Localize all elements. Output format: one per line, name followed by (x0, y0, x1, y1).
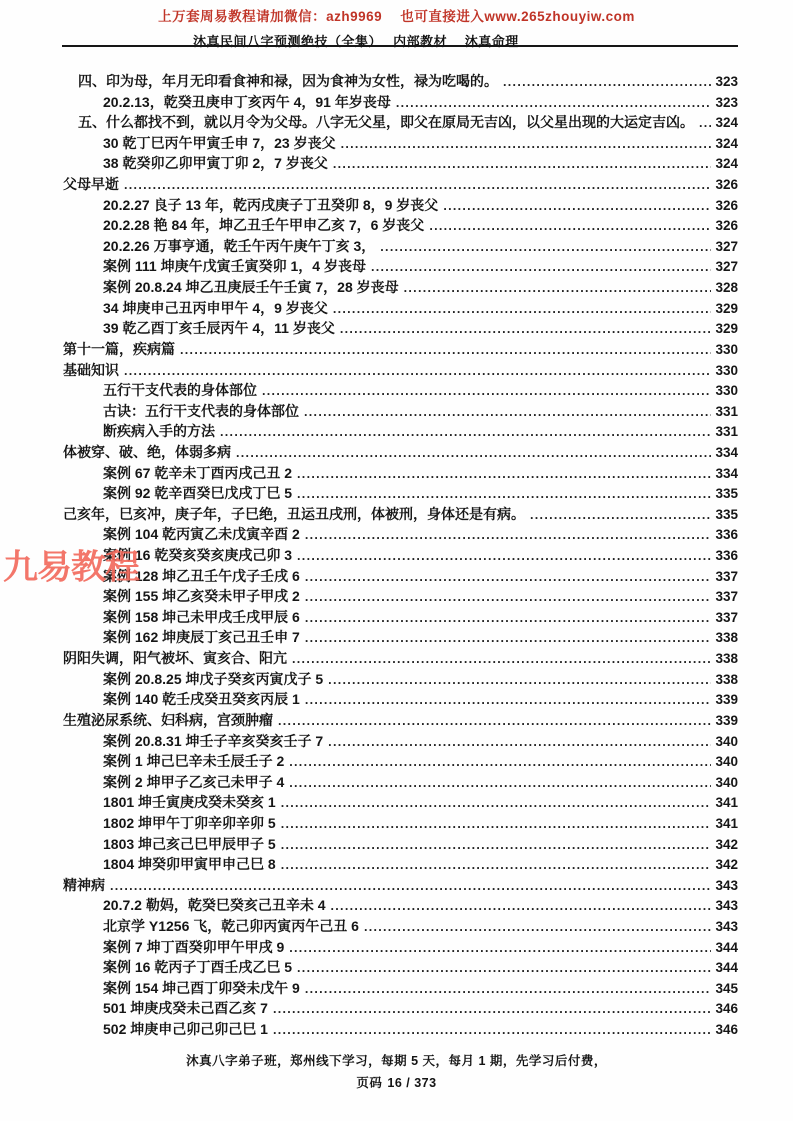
toc-leader-dots (305, 690, 711, 711)
toc-entry-page: 346 (715, 1001, 738, 1017)
toc-entry-text: 案例 158 坤己未甲戌壬戌甲辰 6 (103, 608, 300, 625)
toc-leader-dots (180, 340, 711, 361)
toc-entry-page: 338 (715, 630, 738, 646)
toc-entry-page: 344 (715, 960, 738, 976)
toc-entry (63, 772, 738, 793)
toc-leader-dots (297, 546, 711, 567)
toc-entry (63, 236, 738, 257)
toc-entry (63, 463, 738, 484)
toc-entry (63, 710, 738, 731)
toc-leader-dots (364, 917, 711, 938)
toc-entry-text: 五、什么都找不到，就以月令为父母。八字无父星，即父在原局无吉凶，以父星出现的大运定吉凶。 (78, 114, 694, 131)
toc-entry-page: 339 (715, 712, 738, 728)
toc-entry-text: 38 乾癸卯乙卯甲寅丁卯 2，7 岁丧父 (103, 155, 328, 172)
toc-entry (63, 834, 738, 855)
toc-entry-text: 古诀：五行干支代表的身体部位 (103, 402, 299, 419)
footer-info (0, 1051, 793, 1069)
toc-entry-text: 案例 2 坤甲子乙亥己未甲子 4 (103, 773, 285, 790)
toc-entry-text: 断疾病入手的方法 (103, 423, 215, 440)
toc-leader-dots (443, 196, 711, 217)
toc-entry (63, 854, 738, 875)
toc-entry-text: 20.2.27 良子 13 年，乾丙戌庚子丁丑癸卯 8，9 岁丧父 (103, 196, 439, 213)
toc-leader-dots (331, 896, 712, 917)
toc-leader-dots (333, 299, 711, 320)
toc-entry-text: 己亥年，巳亥冲，庚子年，子巳绝，丑运丑戌刑，体被刑，身体还是有病。 (63, 505, 525, 522)
toc-entry (63, 360, 738, 381)
toc-entry-text: 案例 128 坤乙丑壬午戊子壬戌 6 (103, 567, 300, 584)
watermark-text: 九易教程 (3, 548, 140, 587)
toc-entry-page: 326 (715, 218, 738, 234)
toc-leader-dots (333, 154, 711, 175)
toc-entry-text: 案例 162 坤庚辰丁亥己丑壬申 7 (103, 629, 300, 646)
toc-entry-page: 335 (715, 486, 738, 502)
toc-entry-page: 324 (715, 135, 738, 151)
toc-entry-page: 323 (715, 74, 738, 89)
document-title: 沐真民间八字预测绝技（全集） 内部教材 沐真命理 (193, 34, 519, 49)
toc-leader-dots (262, 381, 711, 402)
toc-entry-text: 基础知识 (63, 361, 119, 378)
toc-leader-dots (289, 773, 711, 794)
toc-entry-text: 案例 20.8.24 坤乙丑庚辰壬午壬寅 7，28 岁丧母 (103, 279, 399, 296)
toc-entry (63, 1019, 738, 1040)
toc-entry (63, 256, 738, 277)
toc-entry-text: 1803 坤己亥己巳甲辰甲子 5 (103, 835, 276, 852)
toc-entry-page: 328 (715, 280, 738, 296)
toc-entry-text: 502 坤庚申己卯己卯己巳 1 (103, 1021, 268, 1038)
toc-entry (63, 875, 738, 896)
toc-leader-dots (340, 319, 711, 340)
toc-entry-text: 案例 20.8.25 坤戊子癸亥丙寅戊子 5 (103, 670, 324, 687)
toc-entry (63, 215, 738, 236)
toc-entry-text: 案例 1 坤己巳辛未壬辰壬子 2 (103, 753, 285, 770)
toc-leader-dots (281, 814, 711, 835)
toc-entry-text: 20.7.2 勒妈，乾癸巳癸亥己丑辛未 4 (103, 897, 326, 914)
toc-leader-dots (220, 422, 711, 443)
toc-entry-text: 生殖泌尿系统、妇科病，宫颈肿瘤 (63, 711, 273, 728)
toc-entry-page: 340 (715, 774, 738, 790)
toc-leader-dots (297, 484, 711, 505)
toc-leader-dots (273, 1020, 711, 1041)
toc-entry-text: 案例 92 乾辛酉癸巳戊戌丁巳 5 (103, 485, 293, 502)
toc-entry (63, 71, 738, 92)
toc-entry (63, 545, 738, 566)
toc-entry-page: 340 (715, 754, 738, 770)
toc-entry-page: 341 (715, 795, 738, 811)
toc-entry (63, 586, 738, 607)
toc-entry (63, 133, 738, 154)
toc-entry-text: 案例 67 乾辛未丁酉丙戌己丑 2 (103, 464, 293, 481)
toc-entry-page: 342 (715, 836, 738, 852)
header-promo-text: 上万套周易教程请加微信：azh9969 也可直接进入www.265zhouyiw.com (158, 9, 635, 24)
toc-entry (63, 566, 738, 587)
toc-entry (63, 895, 738, 916)
footer-page-number (0, 1073, 793, 1091)
toc-entry (63, 504, 738, 525)
toc-entry (63, 978, 738, 999)
header-divider (62, 45, 738, 47)
toc-entry-page: 327 (715, 238, 738, 254)
toc-leader-dots (305, 587, 711, 608)
toc-leader-dots (281, 855, 711, 876)
toc-leader-dots (236, 443, 711, 464)
toc-entry-page: 344 (715, 939, 738, 955)
toc-leader-dots (297, 464, 711, 485)
toc-entry-text: 案例 111 坤庚午戊寅壬寅癸卯 1，4 岁丧母 (103, 258, 366, 275)
toc-entry-page: 337 (715, 589, 738, 605)
toc-entry-page: 330 (715, 362, 738, 378)
toc-leader-dots (292, 649, 711, 670)
toc-leader-dots (305, 567, 711, 588)
toc-entry (63, 318, 738, 339)
toc-entry-text: 精神病 (63, 876, 105, 893)
toc-entry (63, 442, 738, 463)
toc-leader-dots (305, 608, 711, 629)
toc-entry (63, 937, 738, 958)
toc-entry-text: 案例 16 乾丙子丁酉壬戌乙巳 5 (103, 959, 293, 976)
footer-info-normal: 沐真八字弟子班，郑州线下学习，每期 5 天，每月 1 期， (186, 1054, 516, 1068)
toc-leader-dots (124, 175, 711, 196)
toc-leader-dots (305, 525, 711, 546)
toc-entry-page: 345 (715, 980, 738, 996)
toc-entry-text: 1804 坤癸卯甲寅甲申己巳 8 (103, 856, 276, 873)
toc-entry-page: 338 (715, 651, 738, 667)
toc-entry-page: 336 (715, 548, 738, 564)
toc-entry (63, 298, 738, 319)
toc-entry (63, 92, 738, 113)
toc-entry-text: 北京学 Y1256 飞，乾己卯丙寅丙午己丑 6 (103, 917, 359, 934)
toc-entry-page: 343 (715, 918, 738, 934)
toc-entry (63, 112, 738, 133)
toc-entry-text: 案例 16 乾癸亥癸亥庚戌己卯 3 (103, 547, 293, 564)
toc-entry-page: 346 (715, 1022, 738, 1038)
toc-leader-dots (281, 835, 711, 856)
toc-entry-text: 五行干支代表的身体部位 (103, 382, 257, 399)
toc-leader-dots (289, 938, 711, 959)
toc-entry-page: 335 (715, 506, 738, 522)
toc-entry-page: 330 (715, 341, 738, 357)
toc-entry (63, 731, 738, 752)
toc-entry-page: 323 (715, 94, 738, 110)
toc-leader-dots (305, 979, 711, 1000)
toc-entry-page: 341 (715, 815, 738, 831)
toc-entry-text: 30 乾丁巳丙午甲寅壬申 7，23 岁丧父 (103, 134, 336, 151)
toc-entry-text: 501 坤庚戌癸未己酉乙亥 7 (103, 1000, 268, 1017)
toc-entry-text: 1802 坤甲午丁卯辛卯辛卯 5 (103, 814, 276, 831)
toc-entry-text: 案例 7 坤丁酉癸卯甲午甲戌 9 (103, 938, 285, 955)
toc-entry (63, 277, 738, 298)
toc-entry (63, 483, 738, 504)
toc-leader-dots (281, 793, 711, 814)
toc-entry (63, 648, 738, 669)
toc-leader-dots (396, 93, 711, 114)
toc-leader-dots (297, 958, 711, 979)
toc-entry (63, 669, 738, 690)
toc-entry-text: 案例 20.8.31 坤壬子辛亥癸亥壬子 7 (103, 732, 324, 749)
footer-info-bold: 先学习后付费， (515, 1054, 607, 1068)
toc-entry (63, 998, 738, 1019)
toc-leader-dots (341, 134, 711, 155)
toc-entry-page: 337 (715, 609, 738, 625)
toc-leader-dots (380, 237, 711, 258)
toc-leader-dots (110, 876, 711, 897)
toc-entry-page: 329 (715, 321, 738, 337)
toc-entry-text: 案例 154 坤己酉丁卯癸未戊午 9 (103, 979, 300, 996)
toc-entry (63, 607, 738, 628)
toc-entry (63, 524, 738, 545)
toc-entry-text: 第十一篇，疾病篇 (63, 340, 175, 357)
toc-entry (63, 380, 738, 401)
toc-entry-page: 340 (715, 733, 738, 749)
toc-entry-text: 案例 155 坤乙亥癸未甲子甲戌 2 (103, 588, 300, 605)
toc-entry (63, 153, 738, 174)
toc-entry (63, 421, 738, 442)
toc-entry-page: 339 (715, 692, 738, 708)
toc-leader-dots (278, 711, 711, 732)
toc-entry-page: 327 (715, 259, 738, 275)
toc-leader-dots (530, 505, 711, 526)
toc-entry-text: 案例 140 乾壬戌癸丑癸亥丙辰 1 (103, 691, 300, 708)
toc-entry-text: 34 坤庚申己丑丙申甲午 4，9 岁丧父 (103, 299, 328, 316)
toc-entry-text: 体被穿、破、绝，体弱多病 (63, 443, 231, 460)
toc-leader-dots (305, 628, 711, 649)
toc-entry-page: 326 (715, 197, 738, 213)
toc-entry (63, 689, 738, 710)
toc-entry (63, 339, 738, 360)
toc-leader-dots (371, 257, 711, 278)
toc-entry (63, 174, 738, 195)
toc-leader-dots (328, 670, 711, 691)
toc-entry (63, 751, 738, 772)
toc-entry (63, 195, 738, 216)
toc-entry-page: 331 (715, 403, 738, 419)
footer-page-value: 16 / 373 (387, 1076, 437, 1090)
toc-entry (63, 401, 738, 422)
toc-entry-page: 330 (715, 383, 738, 399)
toc-entry-page: 334 (715, 444, 738, 460)
toc-entry-page: 324 (715, 115, 738, 131)
toc-leader-dots (429, 216, 711, 237)
toc-entry-page: 343 (715, 877, 738, 893)
toc-entry-page: 342 (715, 857, 738, 873)
toc-leader-dots (124, 361, 711, 382)
toc-leader-dots (304, 402, 711, 423)
toc-entry-text: 20.2.13，乾癸丑庚申丁亥丙午 4，91 年岁丧母 (103, 93, 391, 110)
toc-leader-dots (503, 72, 711, 93)
toc-entry-page: 338 (715, 671, 738, 687)
toc-entry (63, 627, 738, 648)
toc-list (63, 71, 738, 1040)
toc-entry (63, 957, 738, 978)
toc-entry-page: 329 (715, 300, 738, 316)
toc-entry-text: 四、印为母，年月无印看食神和禄，因为食神为女性，禄为吃喝的。 (78, 73, 498, 89)
toc-leader-dots (699, 113, 711, 134)
toc-entry-page: 326 (715, 177, 738, 193)
toc-entry-text: 39 乾乙酉丁亥壬辰丙午 4，11 岁丧父 (103, 320, 335, 337)
toc-entry-page: 337 (715, 568, 738, 584)
toc-entry-page: 324 (715, 156, 738, 172)
toc-entry-page: 334 (715, 465, 738, 481)
toc-leader-dots (273, 999, 711, 1020)
toc-entry-page: 343 (715, 898, 738, 914)
toc-leader-dots (289, 752, 711, 773)
toc-entry (63, 813, 738, 834)
toc-entry-text: 20.2.28 艳 84 年，坤乙丑壬午甲申乙亥 7，6 岁丧父 (103, 217, 425, 234)
toc-entry-text: 父母早逝 (63, 176, 119, 193)
toc-entry-text: 1801 坤壬寅庚戌癸未癸亥 1 (103, 794, 276, 811)
toc-entry (63, 916, 738, 937)
toc-entry (63, 792, 738, 813)
toc-entry-text: 案例 104 乾丙寅乙未戊寅辛酉 2 (103, 526, 300, 543)
toc-leader-dots (404, 278, 711, 299)
toc-leader-dots (328, 732, 711, 753)
toc-entry-page: 336 (715, 527, 738, 543)
toc-entry-text: 20.2.26 万事亨通，乾壬午丙午庚午丁亥 3， (103, 237, 376, 254)
toc-entry-text: 阴阳失调，阳气被坏、寅亥合、阳亢 (63, 650, 287, 667)
toc-entry-page: 331 (715, 424, 738, 440)
footer-page-label: 页码 (356, 1076, 383, 1090)
